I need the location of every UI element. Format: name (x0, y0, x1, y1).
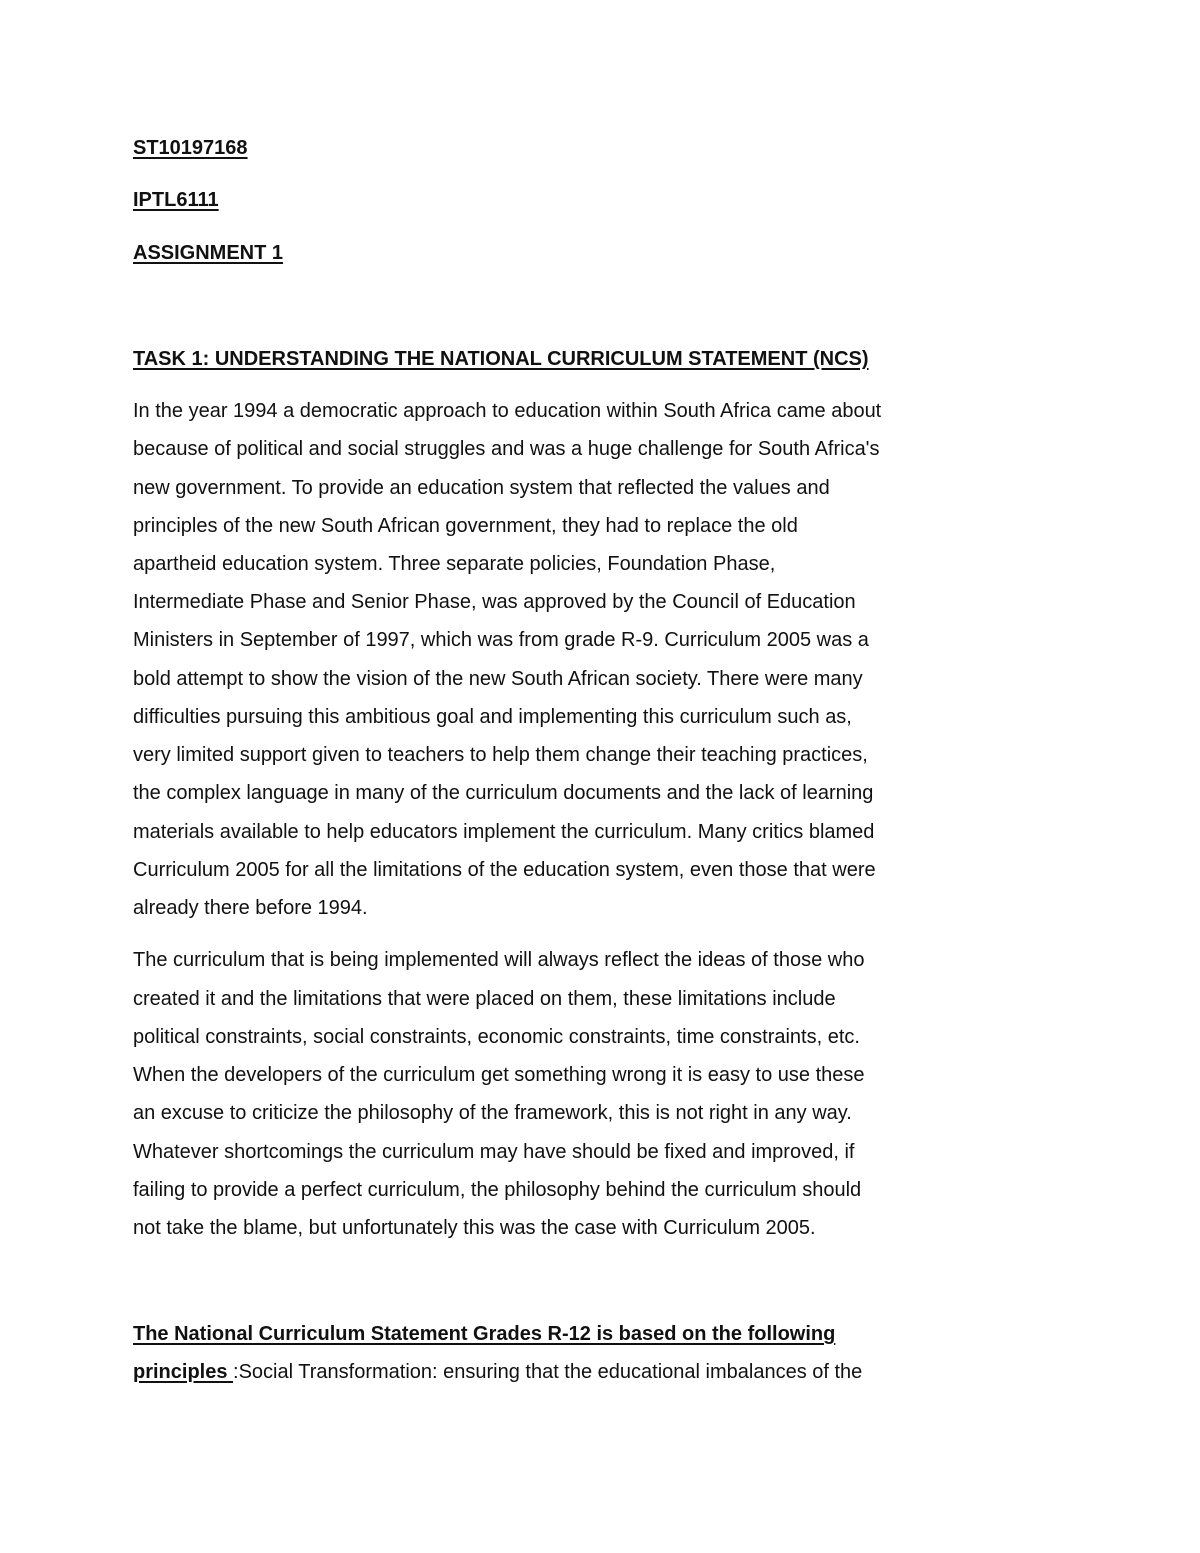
paragraph-line: In the year 1994 a democratic approach to education within South Africa came about (133, 400, 882, 422)
paragraph-line: created it and the limitations that were placed on them, these limitations include (133, 988, 836, 1010)
paragraph-line: new government. To provide an education system that reflected the values and (133, 477, 830, 499)
paragraph-line: bold attempt to show the vision of the new South African society. There were many (133, 668, 863, 690)
paragraph-line: difficulties pursuing this ambitious goal and implementing this curriculum such as, (133, 706, 852, 728)
module-code: IPTL6111 (133, 189, 219, 211)
assignment-title: ASSIGNMENT 1 (133, 242, 284, 264)
paragraph-line: the complex language in many of the curriculum documents and the lack of learning (133, 782, 874, 804)
paragraph-line: apartheid education system. Three separate policies, Foundation Phase, (133, 553, 776, 575)
principles-heading-cont: principles (133, 1361, 234, 1383)
principles-heading: The National Curriculum Statement Grades R-12 is based on the following (133, 1323, 836, 1345)
paragraph-line: very limited support given to teachers to help them change their teaching practices, (133, 744, 868, 766)
paragraph-line: principles of the new South African government, they had to replace the old (133, 515, 798, 537)
paragraph-line: already there before 1994. (133, 897, 368, 919)
paragraph-line: an excuse to criticize the philosophy of the framework, this is not right in any way. (133, 1102, 852, 1124)
paragraph-line: not take the blame, but unfortunately this was the case with Curriculum 2005. (133, 1217, 816, 1239)
task-heading: TASK 1: UNDERSTANDING THE NATIONAL CURRICULUM STATEMENT (NCS) (133, 348, 869, 370)
paragraph-line: Ministers in September of 1997, which was from grade R-9. Curriculum 2005 was a (133, 629, 869, 651)
paragraph-line: When the developers of the curriculum get something wrong it is easy to use these (133, 1064, 865, 1086)
paragraph-line: because of political and social struggles and was a huge challenge for South Africa's (133, 438, 880, 460)
principles-text: :Social Transformation: ensuring that the educational imbalances of the (233, 1361, 863, 1383)
paragraph-line: Intermediate Phase and Senior Phase, was approved by the Council of Education (133, 591, 856, 613)
paragraph-line: political constraints, social constraints, economic constraints, time constraints, etc. (133, 1026, 860, 1048)
paragraph-line: Curriculum 2005 for all the limitations of the education system, even those that were (133, 859, 876, 881)
paragraph-line: The curriculum that is being implemented will always reflect the ideas of those who (133, 949, 865, 971)
paragraph-line: materials available to help educators implement the curriculum. Many critics blamed (133, 821, 875, 843)
paragraph-line: failing to provide a perfect curriculum, the philosophy behind the curriculum should (133, 1179, 862, 1201)
paragraph-line: Whatever shortcomings the curriculum may have should be fixed and improved, if (133, 1141, 855, 1163)
principles-line (133, 1360, 862, 1384)
student-number: ST10197168 (133, 137, 248, 159)
